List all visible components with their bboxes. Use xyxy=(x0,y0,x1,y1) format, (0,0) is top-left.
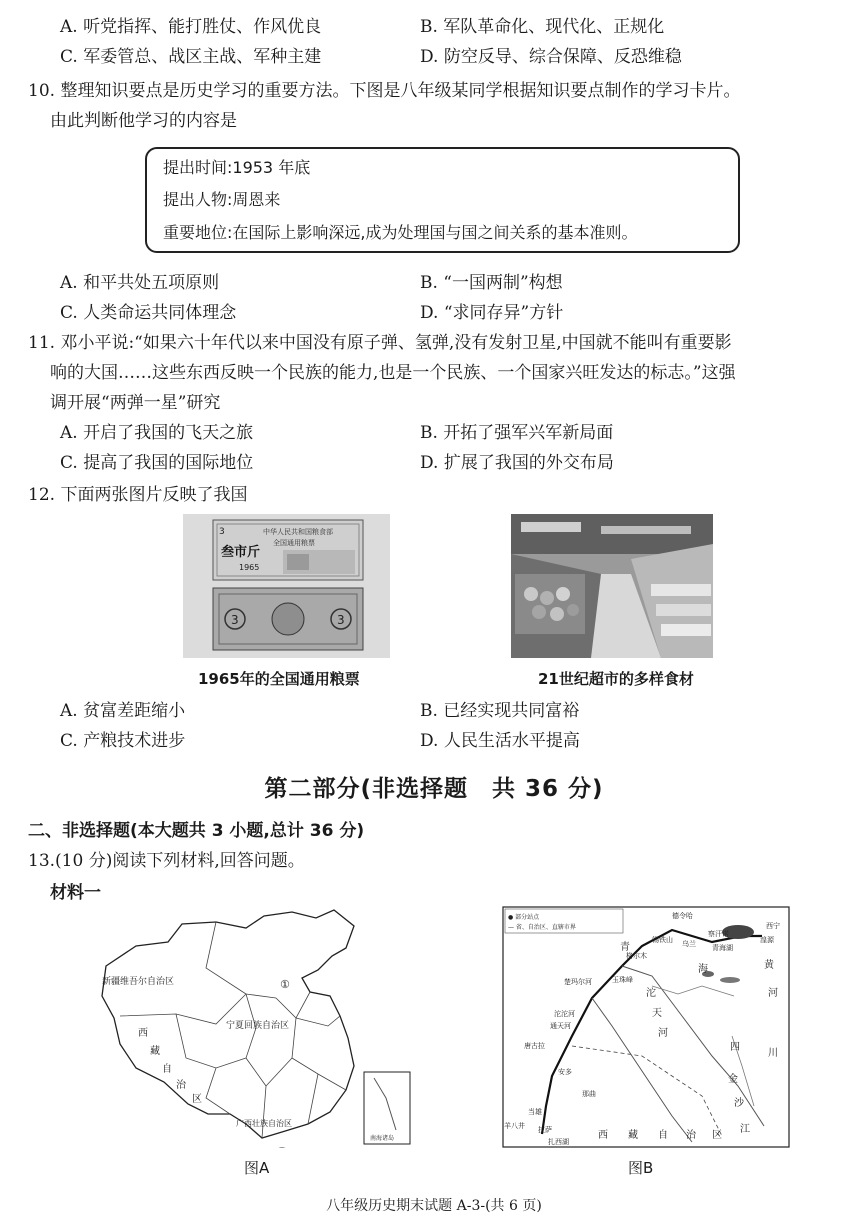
label-tian: 天 xyxy=(652,1008,662,1019)
ticket-top-text: 中华人民共和国粮食部 xyxy=(263,528,333,536)
q12-option-a: A. 贫富差距缩小 xyxy=(60,701,186,721)
station-delingha: 德令哈 xyxy=(672,912,693,920)
q9-option-d: D. 防空反导、综合保障、反恐维稳 xyxy=(420,47,682,67)
label-zhi: 治 xyxy=(686,1130,696,1141)
station-yangbajing: 羊八井 xyxy=(504,1122,525,1130)
label-jin: 金 xyxy=(728,1074,738,1085)
part-two-heading: 二、非选择题(本大题共 3 小题,总计 36 分) xyxy=(28,821,365,841)
label-xi: 西 xyxy=(598,1130,608,1141)
china-map xyxy=(96,908,414,1148)
label-xizang-4: 治 xyxy=(176,1080,186,1091)
q11-stem-line1: 11. 邓小平说:“如果六十年代以来中国没有原子弹、氢弹,没有发射卫星,中国就不能叫有重要影 xyxy=(28,333,732,353)
station-zhaxi-lake: 扎西湖 xyxy=(548,1138,569,1146)
label-south-china-sea-inset: 南海诸岛 xyxy=(370,1135,395,1142)
label-chuan: 川 xyxy=(768,1048,778,1059)
station-tuotuo-river: 沱沱河 xyxy=(554,1010,575,1018)
caption-map-a: 图A xyxy=(244,1159,270,1177)
q11-stem-line2: 响的大国……这些东西反映一个民族的能力,也是一个民族、一个国家兴旺发达的标志。”这强 xyxy=(50,363,736,383)
q12-option-d: D. 人民生活水平提高 xyxy=(420,731,580,751)
supermarket-photo xyxy=(511,514,713,658)
q13-stem: 13.(10 分)阅读下列材料,回答问题。 xyxy=(28,851,305,871)
station-nagqu: 那曲 xyxy=(582,1090,596,1098)
label-qing: 青 xyxy=(620,942,630,953)
study-card xyxy=(145,147,740,253)
label-xinjiang: 新疆维吾尔自治区 xyxy=(102,977,175,987)
q10-option-a: A. 和平共处五项原则 xyxy=(60,273,220,293)
material-one-label: 材料一 xyxy=(50,883,101,903)
station-yuzhu-peak: 玉珠峰 xyxy=(612,976,633,984)
label-tuo: 沱 xyxy=(646,988,656,999)
label-xizang-3: 自 xyxy=(162,1064,172,1075)
caption-supermarket: 21世纪超市的多样食材 xyxy=(538,670,694,688)
station-tanggula: 唐古拉 xyxy=(524,1042,545,1050)
station-chumaer-river: 楚玛尔河 xyxy=(564,978,592,986)
q10-option-c: C. 人类命运共同体理念 xyxy=(60,303,237,323)
q10-stem-line2: 由此判断他学习的内容是 xyxy=(50,111,237,131)
legend-stations: ● 部分站点 xyxy=(508,914,540,921)
ticket-bottom-number-right: 3 xyxy=(337,613,345,627)
card-line-time: 提出时间:1953 年底 xyxy=(163,158,311,177)
q12-stem: 12. 下面两张图片反映了我国 xyxy=(28,485,248,505)
label-xizang-2: 藏 xyxy=(150,1046,160,1057)
label-xizang-5: 区 xyxy=(192,1094,202,1105)
ration-ticket-photo xyxy=(183,514,390,658)
q12-option-c: C. 产粮技术进步 xyxy=(60,731,186,751)
station-huangyuan: 湟源 xyxy=(760,936,774,944)
q9-option-c: C. 军委管总、战区主战、军种主建 xyxy=(60,47,322,67)
label-hai: 海 xyxy=(698,964,708,975)
label-he: 河 xyxy=(768,988,778,999)
card-line-person: 提出人物:周恩来 xyxy=(163,190,281,209)
label-huang: 黄 xyxy=(764,960,774,971)
station-golmud: 格尔木 xyxy=(626,952,647,960)
station-tongtian-river: 通天河 xyxy=(550,1022,571,1030)
ticket-amount: 叁市斤 xyxy=(221,545,261,560)
card-line-status: 重要地位:在国际上影响深远,成为处理国与国之间关系的基本准则。 xyxy=(163,223,638,242)
caption-map-b: 图B xyxy=(628,1159,654,1177)
ticket-year: 1965 xyxy=(239,563,260,572)
legend-boundary: — 省、自治区、直辖市界 xyxy=(508,924,576,931)
part-two-title: 第二部分(非选择题 共 36 分) xyxy=(264,776,604,802)
label-qu: 区 xyxy=(712,1130,722,1141)
station-chahannuo: 察汗诺 xyxy=(708,930,729,938)
station-qinghai-lake: 青海湖 xyxy=(712,944,733,952)
q10-option-d: D. “求同存异”方针 xyxy=(420,303,564,323)
q11-option-c: C. 提高了我国的国际地位 xyxy=(60,453,254,473)
label-sha: 沙 xyxy=(734,1098,744,1109)
label-si: 四 xyxy=(730,1042,740,1053)
station-wulan: 乌兰 xyxy=(682,940,696,948)
ticket-top-subtitle: 全国通用粮票 xyxy=(273,539,315,547)
label-river: 河 xyxy=(658,1028,668,1039)
label-zang: 藏 xyxy=(628,1130,638,1141)
page-footer: 八年级历史期末试题 A-3-(共 6 页) xyxy=(326,1198,542,1214)
ticket-top-number: 3 xyxy=(219,527,225,537)
station-xitieshan: 锡铁山 xyxy=(652,936,673,944)
q11-stem-line3: 调开展“两弹一星”研究 xyxy=(50,393,221,413)
station-lhasa: 拉萨 xyxy=(538,1126,552,1134)
ticket-bottom-number-left: 3 xyxy=(231,613,239,627)
q11-option-b: B. 开拓了强军兴军新局面 xyxy=(420,423,614,443)
q10-option-b: B. “一国两制”构想 xyxy=(420,273,563,293)
q10-stem-line1: 10. 整理知识要点是历史学习的重要方法。下图是八年级某同学根据知识要点制作的学习卡片。 xyxy=(28,81,741,101)
label-guangxi: 广西壮族自治区 xyxy=(236,1119,292,1128)
q9-option-b: B. 军队革命化、现代化、正规化 xyxy=(420,17,665,37)
caption-ration-ticket: 1965年的全国通用粮票 xyxy=(198,670,360,688)
label-circle-one: ① xyxy=(280,978,290,991)
qinghai-tibet-railway-map xyxy=(502,906,790,1148)
q11-option-d: D. 扩展了我国的外交布局 xyxy=(420,453,614,473)
station-amdo: 安多 xyxy=(558,1068,572,1076)
station-xining: 西宁 xyxy=(766,922,780,930)
q9-option-a: A. 听党指挥、能打胜仗、作风优良 xyxy=(60,17,322,37)
q12-option-b: B. 已经实现共同富裕 xyxy=(420,701,580,721)
station-damxung: 当雄 xyxy=(528,1108,542,1116)
label-zi: 自 xyxy=(658,1130,668,1141)
label-ningxia: 宁夏回族自治区 xyxy=(226,1021,290,1031)
label-jiang: 江 xyxy=(740,1124,750,1135)
label-xizang-1: 西 xyxy=(138,1028,148,1039)
q11-option-a: A. 开启了我国的飞天之旅 xyxy=(60,423,254,443)
